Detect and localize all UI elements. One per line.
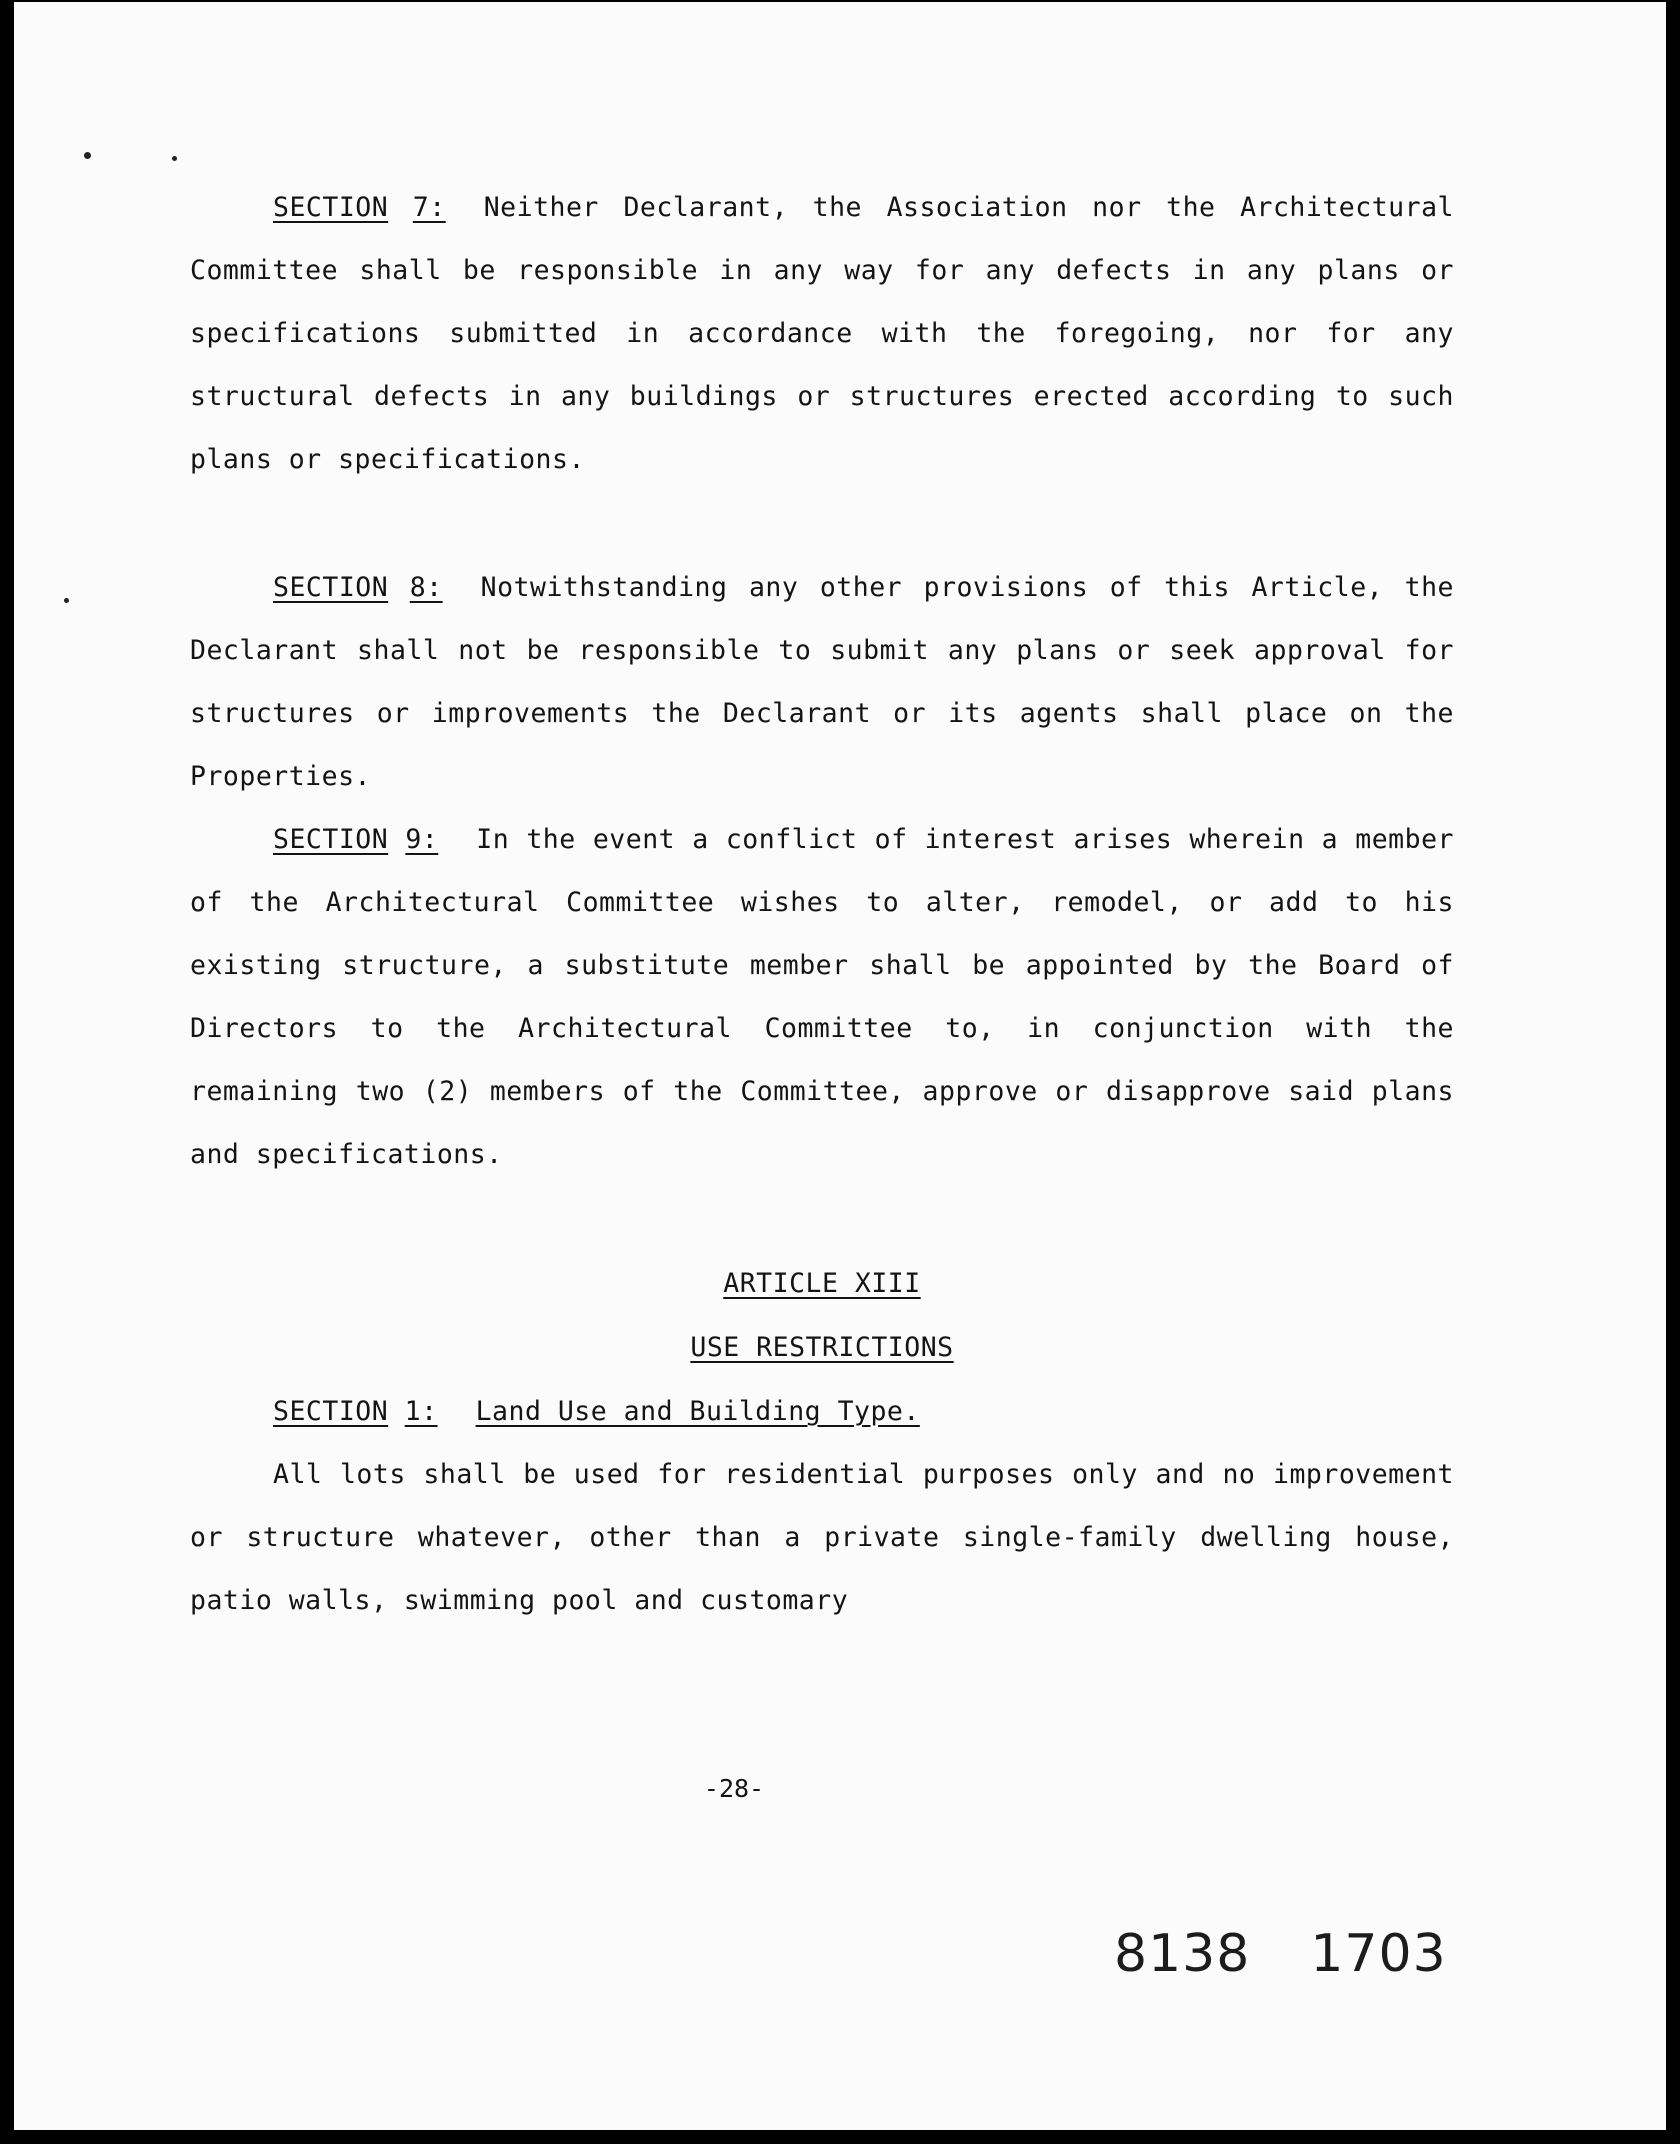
section-8-number: 8: [409, 572, 443, 603]
article-subtitle-line [190, 1316, 1454, 1380]
scan-speck [64, 598, 69, 603]
scan-speck [172, 156, 177, 161]
recording-page-number: 1703 [1310, 1924, 1447, 1984]
section-9-number: 9: [405, 824, 439, 855]
article-title-line [190, 1252, 1454, 1316]
recording-stamp [1114, 1924, 1447, 1984]
section-7 [190, 176, 1454, 491]
book-number: 8138 [1114, 1924, 1251, 1984]
section-8-paragraph [190, 556, 1454, 808]
article-subtitle: USE RESTRICTIONS [690, 1332, 954, 1363]
article-section-1-heading [190, 1380, 1454, 1443]
article-section-1-text: All lots shall be used for residential purposes only and no improvement or structure whatever, other than a private single-family dwelling house, patio walls, swimming pool and customary [190, 1459, 1454, 1616]
section-9-paragraph [190, 808, 1454, 1186]
section-7-heading: SECTION [273, 192, 389, 223]
article-section-1-title: Land Use and Building Type. [475, 1396, 920, 1427]
article-title: ARTICLE XIII [723, 1268, 921, 1299]
document-page [14, 2, 1666, 2130]
article-section-1-label: SECTION [273, 1396, 389, 1427]
section-9-text: In the event a conflict of interest arises wherein a member of the Architectural Committee wishes to alter, remodel, or add to his existing structure, a substitute member shall be appointed by the Board of Directors to the Architectural Committee to, in conjunction with the remaining two (2) members of the Committee, approve or disapprove said plans and specifications. [190, 824, 1454, 1170]
section-8 [190, 556, 1454, 808]
section-7-number: 7: [412, 192, 446, 223]
section-9-heading: SECTION [273, 824, 389, 855]
section-8-text: Notwithstanding any other provisions of this Article, the Declarant shall not be responsible to submit any plans or seek approval for structures or improvements the Declarant or its agents shall place on the Properties. [190, 572, 1454, 792]
article-heading-block [190, 1252, 1454, 1380]
page-number: -28- [703, 1774, 765, 1803]
section-8-heading: SECTION [273, 572, 389, 603]
section-7-text: Neither Declarant, the Association nor the Architectural Committee shall be responsible in any way for any defects in any plans or specifications submitted in accordance with the foregoing, nor for any structural defects in any buildings or structures erected according to such plans or specifications. [190, 192, 1454, 475]
scan-speck [84, 152, 91, 159]
section-7-paragraph [190, 176, 1454, 491]
article-section-1-number: 1: [404, 1396, 438, 1427]
section-9 [190, 808, 1454, 1186]
article-xiii [190, 1252, 1454, 1632]
